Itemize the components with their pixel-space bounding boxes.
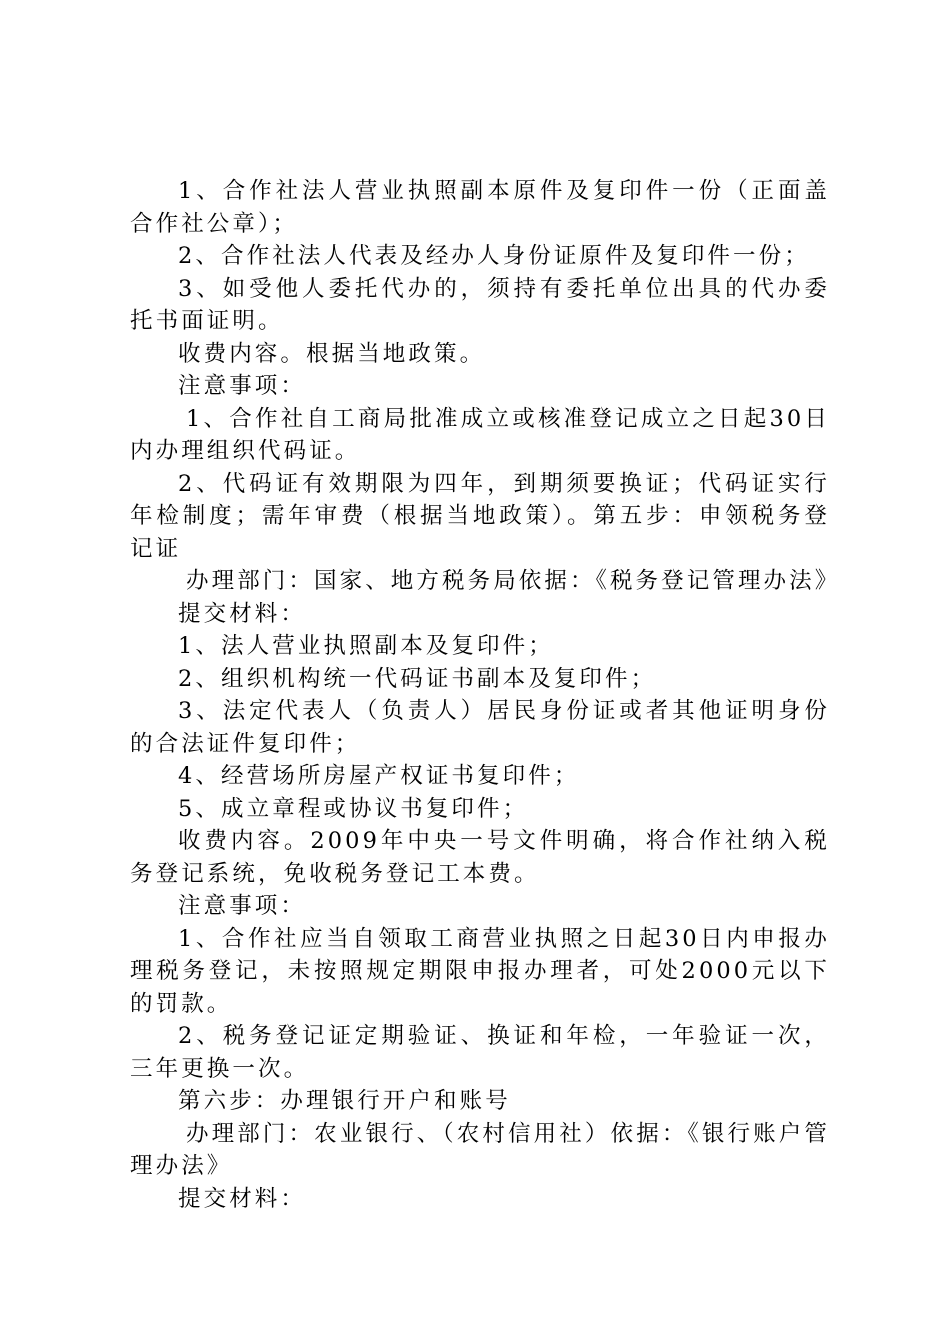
paragraph-bank-department: 办理部门：农业银行、（农村信用社）依据：《银行账户管理办法》 <box>130 1120 830 1179</box>
paragraph-submit-materials-heading: 提交材料： <box>178 600 307 627</box>
paragraph-tax-material-legal-rep-id: 3、法定代表人（负责人）居民身份证或者其他证明身份的合法证件复印件； <box>130 698 830 757</box>
paragraph-fee-content: 收费内容。根据当地政策。 <box>178 340 486 367</box>
paragraph-note-code-validity: 2、代码证有效期限为四年，到期须要换证；代码证实行年检制度；需年审费（根据当地政策）。第五步：申领税务登记证 <box>130 470 830 562</box>
paragraph-notes-heading: 注意事项： <box>178 373 307 399</box>
paragraph-material-business-license: 1、合作社法人营业执照副本原件及复印件一份（正面盖合作社公章）； <box>130 178 830 237</box>
paragraph-tax-notes-heading: 注意事项： <box>178 893 307 919</box>
paragraph-tax-material-license: 1、法人营业执照副本及复印件； <box>178 633 554 659</box>
paragraph-tax-note-verification: 2、税务登记证定期验证、换证和年检，一年验证一次，三年更换一次。 <box>130 1023 830 1082</box>
paragraph-tax-material-code-cert: 2、组织机构统一代码证书副本及复印件； <box>178 665 657 692</box>
document-page <box>130 175 841 1215</box>
paragraph-tax-material-property: 4、经营场所房屋产权证书复印件； <box>178 763 580 789</box>
paragraph-note-code-deadline: 1、合作社自工商局批准成立或核准登记成立之日起30日内办理组织代码证。 <box>130 405 830 464</box>
paragraph-tax-fee-content: 收费内容。2009年中央一号文件明确，将合作社纳入税务登记系统，免收税务登记工本费。 <box>130 828 830 887</box>
paragraph-tax-material-charter: 5、成立章程或协议书复印件； <box>178 795 529 822</box>
paragraph-tax-department: 办理部门：国家、地方税务局依据：《税务登记管理办法》 <box>186 568 841 594</box>
paragraph-material-authorization: 3、如受他人委托代办的，须持有委托单位出具的代办委托书面证明。 <box>130 275 830 334</box>
paragraph-bank-submit-materials-heading: 提交材料： <box>178 1185 307 1212</box>
paragraph-tax-note-deadline: 1、合作社应当自领取工商营业执照之日起30日内申报办理税务登记，未按照规定期限申报办理者，可处2000元以下的罚款。 <box>130 925 830 1017</box>
paragraph-material-id-card: 2、合作社法人代表及经办人身份证原件及复印件一份； <box>178 243 810 269</box>
paragraph-step-six-heading: 第六步：办理银行开户和账号 <box>178 1088 511 1114</box>
